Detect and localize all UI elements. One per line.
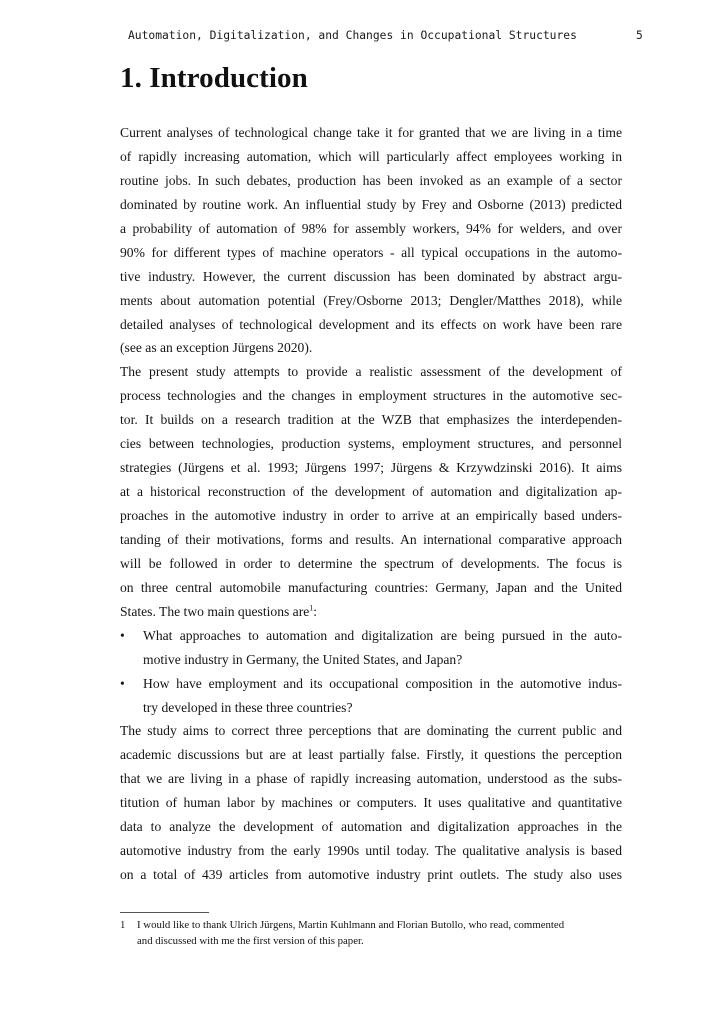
footnote-line: I would like to thank Ulrich Jürgens, Martin Kuhlmann and Florian Butollo, who read, commented [137,919,565,931]
text-line: 90% for different types of machine operators - all typical occupations in the automo- [120,244,622,260]
text-line: proaches in the automotive industry in order to arrive at an empirically based unders- [120,508,622,523]
paragraph-2 [120,360,622,623]
text-line: on a total of 439 articles from automotive industry print outlets. The study also uses [120,867,622,883]
footnote-reference[interactable]: 1 [309,603,314,613]
page-number: 5 [636,29,643,42]
text-line: will be followed in order to determine the spectrum of developments. The focus is [120,555,622,571]
bullet-text: How have employment and its occupational composition in the automotive indus- [143,675,622,691]
bullet-line: motive industry in Germany, the United States, and Japan? [143,651,463,667]
bullet-icon: • [120,627,125,643]
text-line: of rapidly increasing automation, which will particularly affect employees working in [120,148,622,164]
text-line: Current analyses of technological change take it for granted that we are living in a time [120,125,622,140]
footnote [120,918,622,949]
text-line: automotive industry from the early 1990s until today. The qualitative analysis is based [120,843,622,859]
text-line: on three central automobile manufacturing countries: Germany, Japan and the United [120,579,622,595]
questions-intro-colon: : [313,603,318,619]
footnote-number: 1 [120,919,126,931]
footnote-line: and discussed with me the first version of this paper. [137,934,364,947]
text-line: The study aims to correct three perceptions that are dominating the current public and [120,723,622,739]
text-line: strategies (Jürgens et al. 1993; Jürgens 1997; Jürgens & Krzywdzinski 2016). It aims [120,460,622,476]
paragraph-1 [120,121,622,360]
running-title: Automation, Digitalization, and Changes in Occupational Structures [128,29,577,42]
footnote-text [120,918,622,949]
questions-intro-line [120,600,622,624]
text-line: dominated by routine work. An influential study by Frey and Osborne (2013) predicted [120,196,622,212]
text-line: academic discussions but are at least partially false. Firstly, it questions the perception [120,747,622,763]
text-line: detailed analyses of technological development and its effects on work have been rare [120,316,622,332]
list-item [120,624,622,672]
text-line: The present study attempts to provide a realistic assessment of the development of [120,364,622,380]
text-line: tor. It builds on a research tradition at the WZB that emphasizes the interdependen- [120,412,622,428]
bullet-text: What approaches to automation and digitalization are being pursued in the auto- [143,627,622,643]
questions-intro: States. The two main questions are [120,603,310,619]
list-item [120,672,622,720]
bullet-icon: • [120,675,125,691]
footnote-divider [120,912,209,913]
bullet-line [120,624,622,648]
body-text [120,121,622,887]
text-line: at a historical reconstruction of the development of automation and digitalization ap- [120,484,622,500]
text-line: ments about automation potential (Frey/Osborne 2013; Dengler/Matthes 2018), while [120,292,622,308]
bullet-line: try developed in these three countries? [143,699,353,715]
text-line: routine jobs. In such debates, production has been invoked as an example of a sector [120,172,622,188]
text-line: tive industry. However, the current discussion has been dominated by abstract argu- [120,268,622,284]
text-line: cies between technologies, production systems, employment structures, and personnel [120,436,622,452]
paragraph-3 [120,719,622,887]
bullet-line [120,672,622,696]
text-line: process technologies and the changes in employment structures in the automotive sec- [120,388,622,404]
text-line: titution of human labor by machines or computers. It uses qualitative and quantitative [120,795,622,811]
text-line: a probability of automation of 98% for assembly workers, 94% for welders, and over [120,220,622,236]
bullet-list [120,624,622,720]
text-line: tanding of their motivations, forms and results. An international comparative approach [120,531,622,547]
text-line: (see as an exception Jürgens 2020). [120,340,313,356]
running-header [128,29,658,42]
text-line: that we are living in a phase of rapidly increasing automation, understood as the subs- [120,771,622,787]
section-title: 1. Introduction [120,62,308,94]
text-line: data to analyze the development of automation and digitalization approaches in the [120,819,622,835]
